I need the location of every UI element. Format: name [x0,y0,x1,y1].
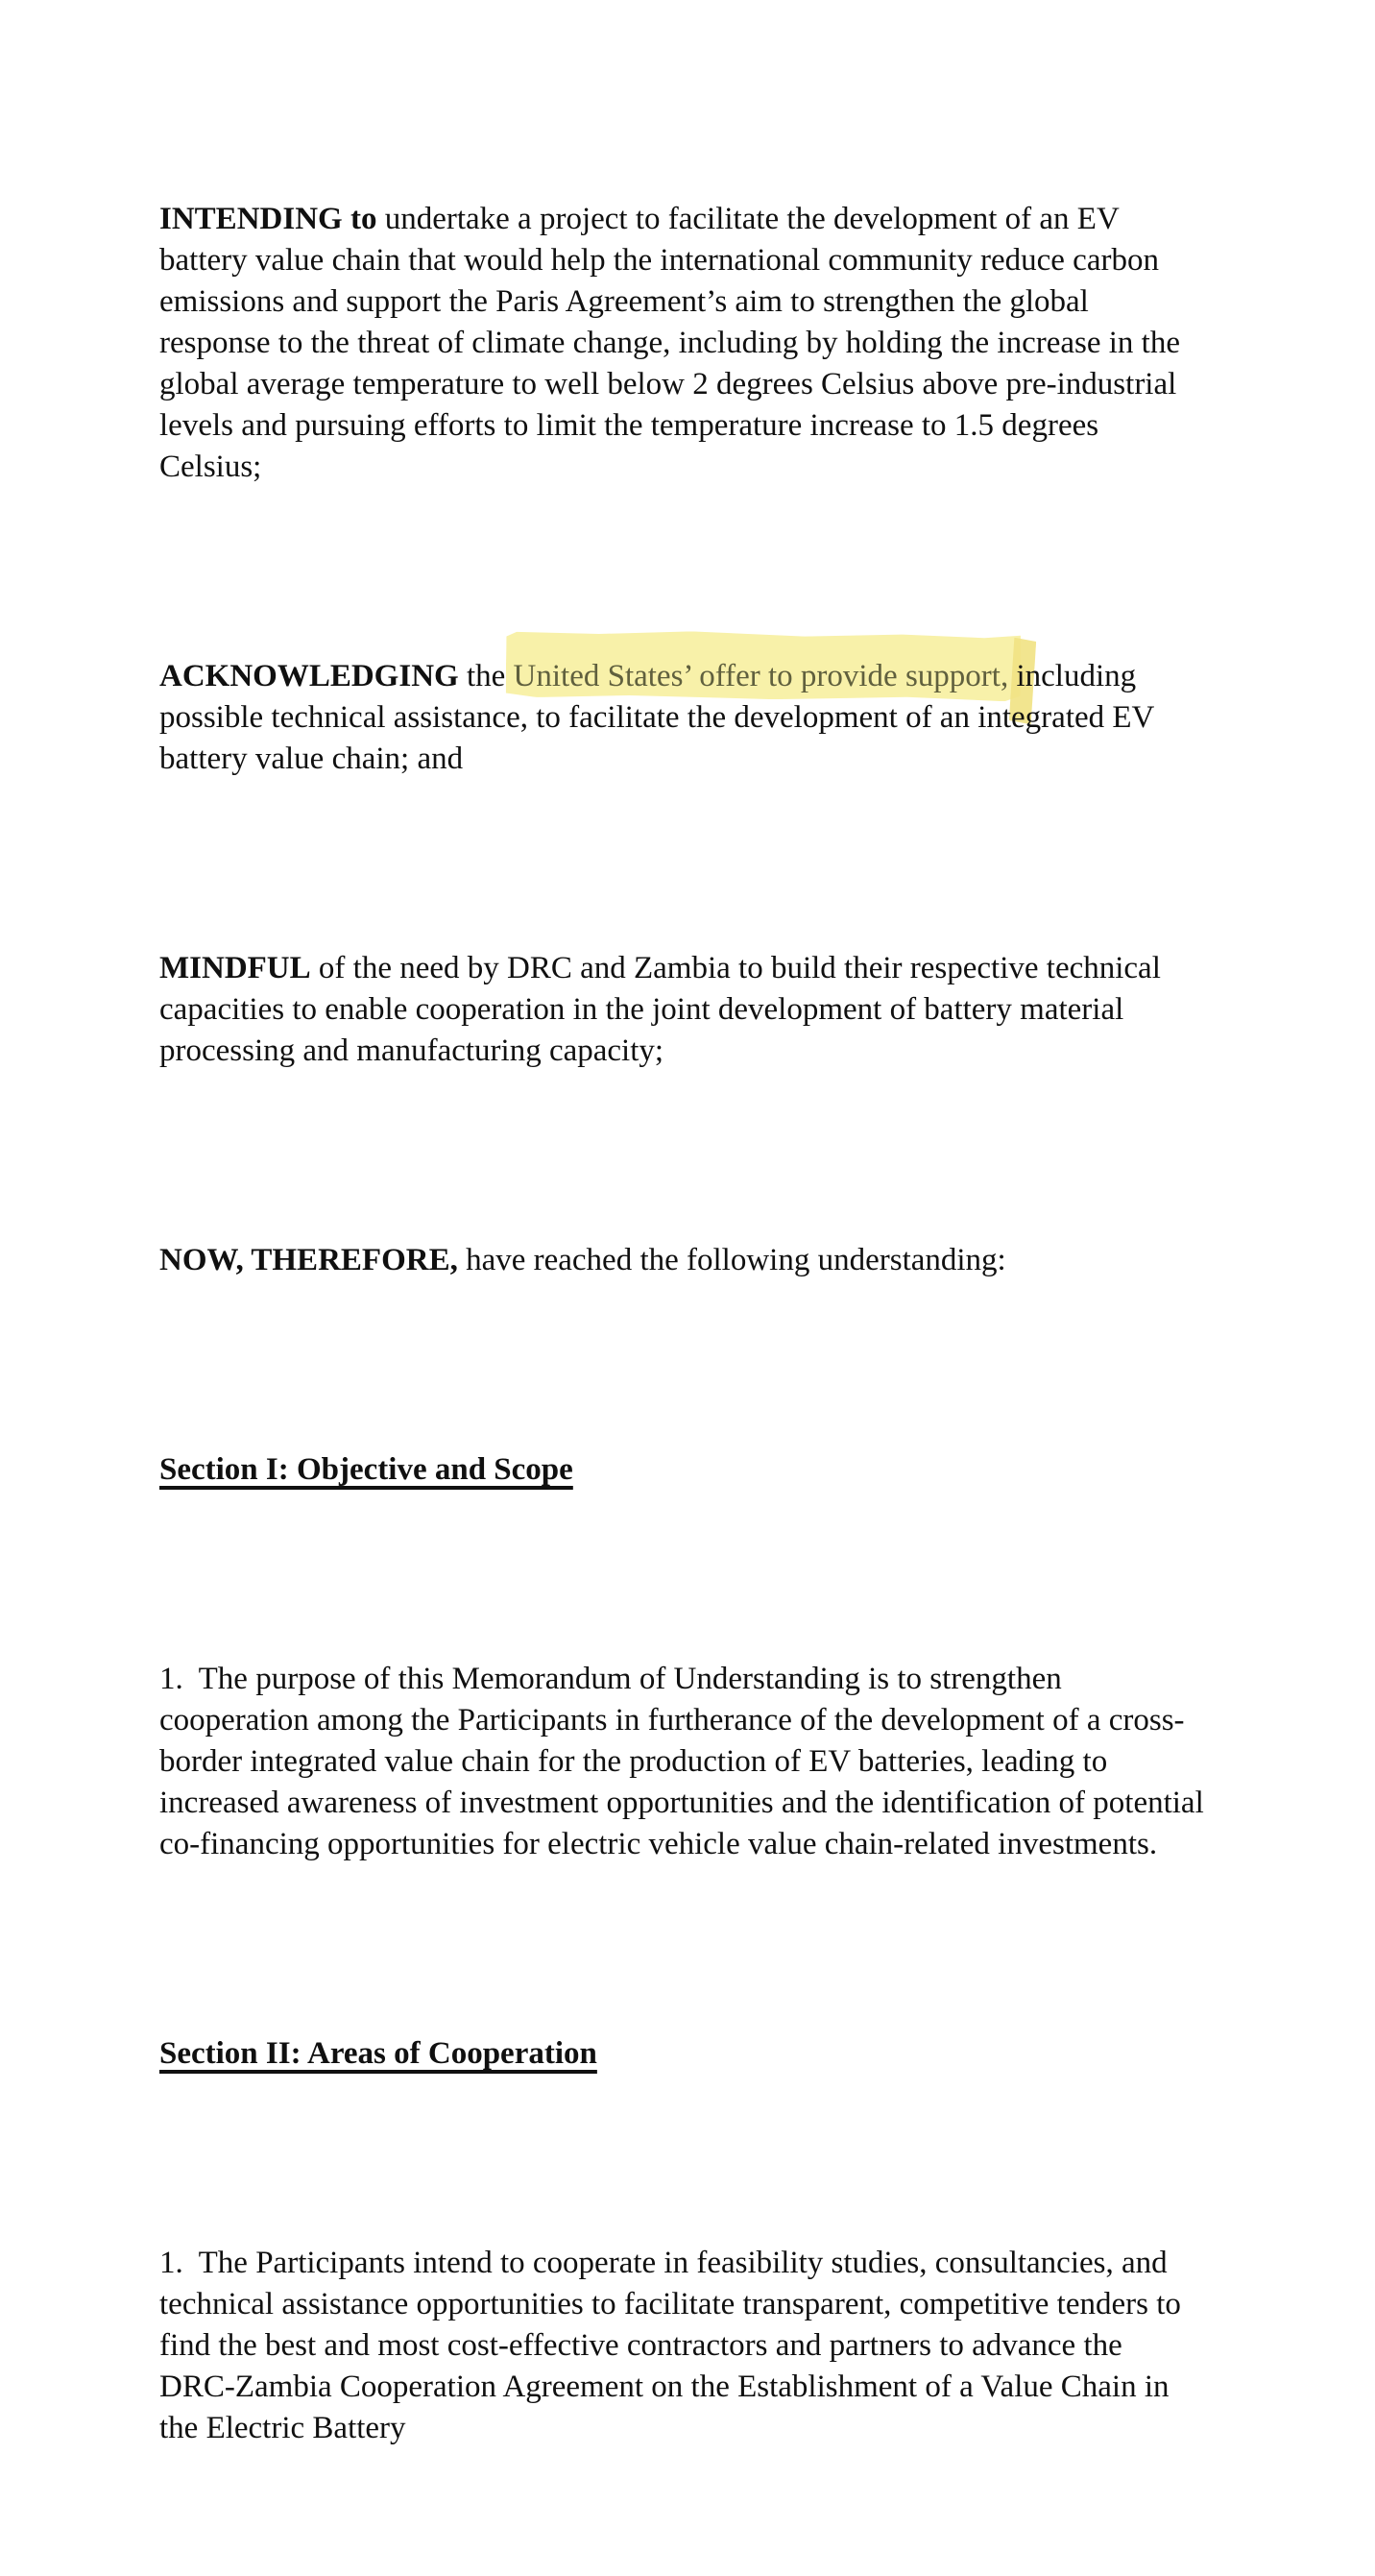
intending-body: undertake a project to facilitate the development of an EV battery value chain that would help the international community reduce carbon emissions and support the Paris Agreement’s aim to strengthen the global response to the threat of climate change, including by holding the increase in the global average temperature to well below 2 degrees Celsius above pre-industrial levels and pursuing efforts to limit the temperature increase to 1.5 degrees Celsius; [159,202,1189,484]
paragraph-intending [159,199,1204,488]
section2-heading-text: Section II: Areas of Cooperation [159,2036,597,2071]
acknowledging-lead: ACKNOWLEDGING [159,659,459,693]
acknowledging-pre: the [458,659,514,693]
section2-item1 [159,2243,1204,2449]
highlight-annotation [514,659,1009,693]
acknowledging-body: including possible technical assistance, to facilitate the development of an integrated EV battery value chain; and [159,659,1163,776]
now-therefore-lead: NOW, THEREFORE, [159,1243,458,1277]
section1-heading-text: Section I: Objective and Scope [159,1452,573,1487]
paragraph-mindful [159,948,1204,1072]
highlighted-text: United States’ offer to provide support, [513,659,1009,693]
mindful-lead: MINDFUL [159,951,311,985]
mindful-body: of the need by DRC and Zambia to build their respective technical capacities to enable cooperation in the joint development of battery material processing and manufacturing capacity; [159,951,1170,1068]
section1-heading [159,1449,1204,1491]
paragraph-now-therefore [159,1240,1204,1281]
paragraph-acknowledging [159,656,1204,780]
now-therefore-body: have reached the following understanding: [457,1243,1006,1277]
section1-item1 [159,1659,1212,1865]
intending-lead: INTENDING to [159,202,377,236]
section2-item1-text: 1. The Participants intend to cooperate in feasibility studies, consultancies, and technical assistance opportunities to facilitate transparent, competitive tenders to find the best and most cost-effective contractors and partners to advance the DRC-Zambia Cooperation Agreement on the Establishment of a Value Chain in the Electric Battery [159,2246,1190,2445]
section2-heading [159,2033,1204,2075]
section1-item1-text: 1. The purpose of this Memorandum of Understanding is to strengthen cooperation among the Participants in furtherance of the development of a cross-border integrated value chain for the production of EV batteries, leading to increased awareness of investment opportunities and the identification of potential co-financing opportunities for electric vehicle value chain-related investments. [159,1662,1212,1861]
